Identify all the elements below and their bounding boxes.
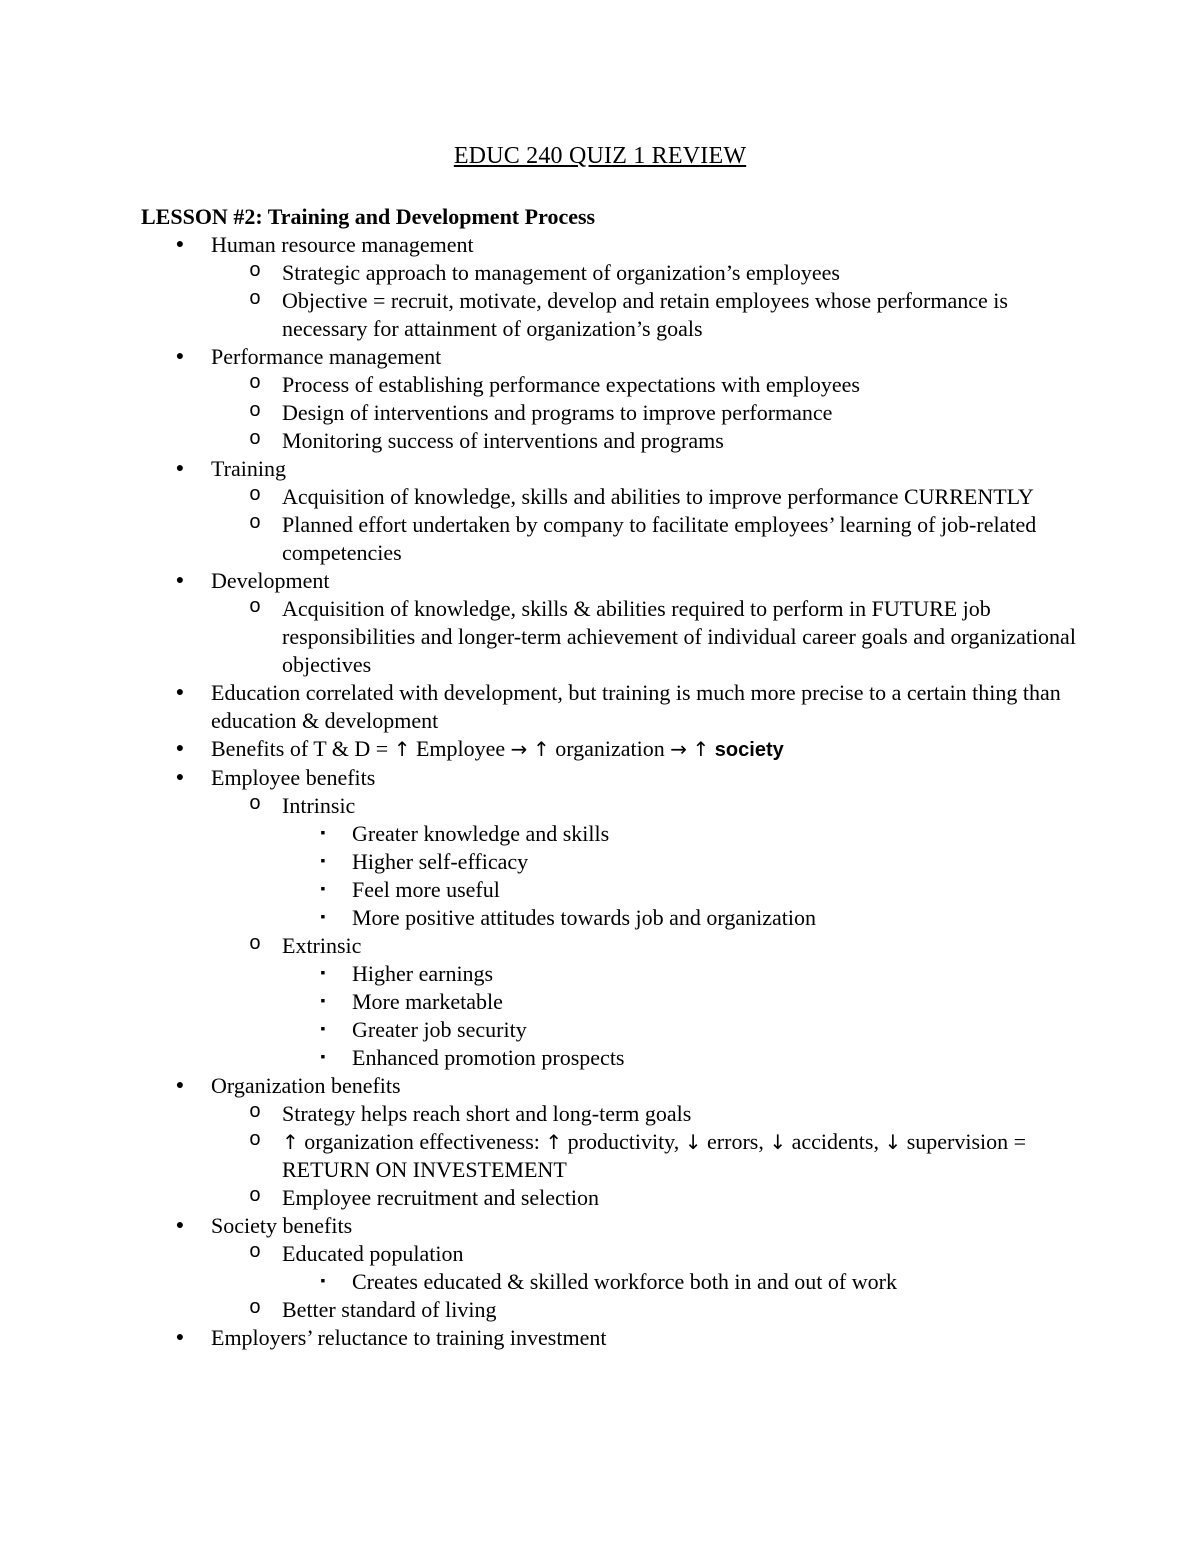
list-item-text: Development [211,568,330,593]
circle-bullet-icon: o [248,484,261,507]
list-item [0,1128,1200,1184]
list-item [0,567,1200,595]
list-item [0,1100,1200,1128]
bullet-icon: ● [175,1218,185,1233]
list-item-text: Enhanced promotion prospects [352,1045,625,1070]
list-item [0,259,1200,287]
bullet-icon: ● [175,349,185,364]
circle-bullet-icon: o [248,372,261,395]
list-item [0,932,1200,960]
bullet-icon: ● [175,573,185,588]
up-arrow-icon: ↑ [545,1130,563,1154]
list-item-text: Educated population [282,1241,464,1266]
list-item [0,371,1200,399]
productivity-label: productivity, [562,1129,685,1154]
square-bullet-icon: ▪ [320,910,326,925]
right-arrow-icon: → [510,737,528,761]
list-item [0,1016,1200,1044]
accidents-label: accidents, [786,1129,885,1154]
list-item [0,343,1200,371]
list-item [0,399,1200,427]
list-item [0,595,1200,679]
list-item-text: Society benefits [211,1213,353,1238]
square-bullet-icon: ▪ [320,1274,326,1289]
list-item [0,287,1200,343]
circle-bullet-icon: o [248,1185,261,1208]
list-item-text: Human resource management [211,232,474,257]
down-arrow-icon: ↓ [684,1130,702,1154]
org-effectiveness-text [282,1128,1082,1184]
circle-bullet-icon: o [248,1297,261,1320]
up-arrow-icon: ↑ [692,737,710,761]
list-item-text: Strategic approach to management of organization’s employees [282,260,840,285]
list-item-text: Organization benefits [211,1073,401,1098]
list-item [0,1268,1200,1296]
bullet-icon: ● [175,770,185,785]
benefits-employee: Employee [410,736,511,761]
list-item-text: Planned effort undertaken by company to facilitate employees’ learning of job-related competencies [282,512,1037,565]
list-item-text: Intrinsic [282,793,356,818]
list-item-text: Strategy helps reach short and long-term goals [282,1101,692,1126]
list-item [0,792,1200,820]
list-item [0,1044,1200,1072]
list-item-text: Employee recruitment and selection [282,1185,600,1210]
list-item-text: More marketable [352,989,503,1014]
list-item-text: Performance management [211,344,442,369]
list-item [0,764,1200,792]
up-arrow-icon: ↑ [532,737,550,761]
circle-bullet-icon: o [248,288,261,311]
list-item-text: Higher self-efficacy [352,849,529,874]
list-item-text: Process of establishing performance expectations with employees [282,372,860,397]
circle-bullet-icon: o [248,793,261,816]
square-bullet-icon: ▪ [320,1050,326,1065]
up-arrow-icon: ↑ [393,737,411,761]
list-item [0,960,1200,988]
supervision-label: supervision = RETURN ON INVESTEMENT [282,1129,1027,1182]
bullet-icon: ● [175,1330,185,1345]
notes-list [0,231,1200,1352]
list-item [0,735,1200,764]
list-item [0,820,1200,848]
up-arrow-icon: ↑ [282,1130,299,1154]
list-item-text: Feel more useful [352,877,500,902]
list-item-text: Acquisition of knowledge, skills and abilities to improve performance CURRENTLY [282,484,1034,509]
benefits-chain [211,735,1091,764]
lesson-heading: LESSON #2: Training and Development Process [141,204,596,229]
benefits-prefix: Benefits of T & D = [211,736,394,761]
list-item [0,1296,1200,1324]
list-item-text: Higher earnings [352,961,494,986]
list-item-text: Education correlated with development, but training is much more precise to a certain thing than education & development [211,680,1061,733]
list-item-text: Greater knowledge and skills [352,821,610,846]
down-arrow-icon: ↓ [769,1130,787,1154]
square-bullet-icon: ▪ [320,966,326,981]
list-item [0,455,1200,483]
list-item-text: Objective = recruit, motivate, develop and retain employees whose performance is necessary for attainment of organization’s goals [282,288,1008,341]
benefits-society: society [714,739,784,761]
bullet-icon: ● [175,685,185,700]
square-bullet-icon: ▪ [320,826,326,841]
list-item [0,988,1200,1016]
list-item [0,511,1200,567]
org-effectiveness-label: organization effectiveness: [298,1129,546,1154]
list-item [0,1184,1200,1212]
list-item-text: More positive attitudes towards job and organization [352,905,816,930]
down-arrow-icon: ↓ [884,1130,902,1154]
list-item [0,679,1200,735]
list-item-text: Employee benefits [211,765,376,790]
square-bullet-icon: ▪ [320,994,326,1009]
list-item [0,483,1200,511]
list-item [0,231,1200,259]
square-bullet-icon: ▪ [320,1022,326,1037]
circle-bullet-icon: o [248,1241,261,1264]
bullet-icon: ● [175,237,185,252]
list-item [0,1240,1200,1268]
circle-bullet-icon: o [248,933,261,956]
list-item [0,904,1200,932]
list-item [0,427,1200,455]
list-item-text: Design of interventions and programs to improve performance [282,400,833,425]
list-item [0,848,1200,876]
circle-bullet-icon: o [248,1101,261,1124]
circle-bullet-icon: o [248,1129,261,1152]
document-title: EDUC 240 QUIZ 1 REVIEW [453,143,747,169]
list-item [0,876,1200,904]
list-item [0,1072,1200,1100]
list-item-text: Greater job security [352,1017,527,1042]
square-bullet-icon: ▪ [320,882,326,897]
circle-bullet-icon: o [248,400,261,423]
list-item-text: Training [211,456,286,481]
list-item-text: Creates educated & skilled workforce both in and out of work [352,1269,897,1294]
right-arrow-icon: → [670,737,688,761]
bullet-icon: ● [175,1078,185,1093]
list-item [0,1212,1200,1240]
list-item-text: Better standard of living [282,1297,497,1322]
circle-bullet-icon: o [248,428,261,451]
circle-bullet-icon: o [248,596,261,619]
list-item-text: Monitoring success of interventions and programs [282,428,724,453]
square-bullet-icon: ▪ [320,854,326,869]
list-item-text: Acquisition of knowledge, skills & abilities required to perform in FUTURE job responsibilities and longer-term achievement of individual career goals and organizational objectives [282,596,1076,677]
list-item [0,1324,1200,1352]
bullet-icon: ● [175,461,185,476]
errors-label: errors, [701,1129,770,1154]
benefits-organization: organization [549,736,671,761]
circle-bullet-icon: o [248,512,261,535]
circle-bullet-icon: o [248,260,261,283]
bullet-icon: ● [175,741,185,756]
list-item-text: Extrinsic [282,933,362,958]
list-item-text: Employers’ reluctance to training investment [211,1325,607,1350]
